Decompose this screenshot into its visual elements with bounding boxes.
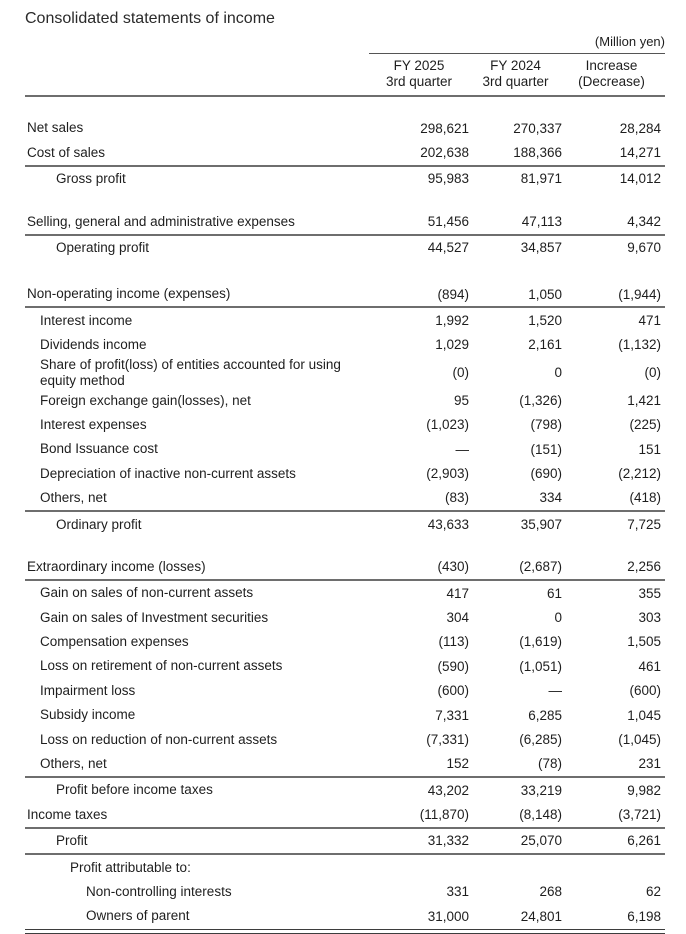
row-value-c2: 33,219 bbox=[520, 782, 562, 798]
row-value-c1: 202,638 bbox=[420, 145, 469, 161]
table-row bbox=[25, 388, 665, 412]
row-value-c1: (600) bbox=[437, 683, 469, 699]
table-row bbox=[25, 282, 665, 308]
row-value-c2: 34,857 bbox=[520, 240, 562, 256]
row-value-c3: 303 bbox=[638, 609, 661, 625]
row-label: Loss on retirement of non-current assets bbox=[40, 658, 283, 674]
table-row bbox=[25, 357, 665, 388]
column-header-line: Increase bbox=[585, 58, 638, 73]
unit-label: (Million yen) bbox=[594, 34, 665, 49]
row-value-c3: (418) bbox=[629, 490, 661, 506]
row-value-c2: 24,801 bbox=[520, 908, 562, 924]
row-value-c2: 334 bbox=[539, 490, 562, 506]
row-value-c3: 1,045 bbox=[627, 707, 661, 723]
row-value-c2: 2,161 bbox=[528, 337, 562, 353]
row-label: Owners of parent bbox=[86, 908, 190, 924]
row-label: Share of profit(loss) of entities accounted for using equity method bbox=[40, 357, 341, 388]
row-label: Cost of sales bbox=[27, 144, 106, 160]
table-row bbox=[25, 333, 665, 357]
row-label: Non-controlling interests bbox=[86, 883, 232, 899]
row-value-c2: 81,971 bbox=[520, 171, 562, 187]
row-value-c3: 14,271 bbox=[619, 145, 661, 161]
row-label: Ordinary profit bbox=[56, 516, 142, 532]
row-value-c2: (690) bbox=[530, 465, 562, 481]
row-value-c3: 1,505 bbox=[627, 634, 661, 650]
table-row bbox=[25, 703, 665, 727]
column-header-line: 3rd quarter bbox=[482, 73, 549, 89]
row-label: Compensation expenses bbox=[40, 634, 189, 650]
row-label: Profit attributable to: bbox=[70, 859, 191, 875]
row-value-c2: 0 bbox=[554, 609, 562, 625]
row-value-c3: (600) bbox=[629, 683, 661, 699]
table-row bbox=[25, 554, 665, 580]
table-row bbox=[25, 802, 665, 828]
row-value-c3: (225) bbox=[629, 417, 661, 433]
row-value-c2: 268 bbox=[539, 884, 562, 900]
row-value-c2: (1,619) bbox=[519, 634, 562, 650]
header-columns bbox=[369, 53, 665, 95]
table-row bbox=[25, 437, 665, 461]
row-label: Profit before income taxes bbox=[56, 782, 213, 798]
row-value-c1: 95 bbox=[453, 392, 469, 408]
row-value-c3: (1,132) bbox=[618, 337, 661, 353]
row-label: Loss on reduction of non-current assets bbox=[40, 731, 278, 747]
row-value-c2: (1,326) bbox=[519, 392, 562, 408]
row-label: Selling, general and administrative expenses bbox=[27, 213, 295, 229]
section-spacer bbox=[25, 536, 665, 554]
page-title: Consolidated statements of income bbox=[25, 10, 275, 27]
row-value-c1: (894) bbox=[437, 286, 469, 302]
row-value-c3: (1,045) bbox=[618, 731, 661, 747]
table-row bbox=[25, 512, 665, 536]
row-value-c2: 25,070 bbox=[520, 833, 562, 849]
row-label: Net sales bbox=[27, 120, 84, 136]
row-value-c3: 2,256 bbox=[627, 559, 661, 575]
column-header-line: 3rd quarter bbox=[385, 73, 453, 89]
table-row bbox=[25, 605, 665, 629]
row-value-c1: (11,870) bbox=[419, 807, 469, 823]
row-value-c2: (78) bbox=[537, 756, 562, 772]
row-value-c3: 1,421 bbox=[627, 392, 661, 408]
table-row bbox=[25, 140, 665, 166]
row-value-c3: (1,944) bbox=[618, 286, 661, 302]
table-header bbox=[25, 53, 665, 95]
row-label: Dividends income bbox=[40, 337, 147, 353]
row-value-c1: 1,992 bbox=[435, 313, 469, 329]
row-value-c1: 95,983 bbox=[427, 171, 469, 187]
row-label: Profit bbox=[56, 833, 88, 849]
row-label: Extraordinary income (losses) bbox=[27, 558, 206, 574]
row-value-c3: 151 bbox=[638, 441, 661, 457]
row-label: Depreciation of inactive non-current assets bbox=[40, 465, 296, 481]
table-row bbox=[25, 167, 665, 191]
row-value-c2: 1,520 bbox=[528, 313, 562, 329]
row-value-c1: 43,202 bbox=[427, 782, 469, 798]
row-value-c3: 461 bbox=[638, 658, 661, 674]
table-row bbox=[25, 752, 665, 778]
row-value-c1: (430) bbox=[437, 559, 469, 575]
row-value-c1: 417 bbox=[446, 585, 469, 601]
column-header-line: (Decrease) bbox=[578, 73, 645, 89]
table-row bbox=[25, 116, 665, 140]
table-row bbox=[25, 654, 665, 678]
row-label: Others, net bbox=[40, 490, 107, 506]
table-row bbox=[25, 778, 665, 802]
row-value-c2: (8,148) bbox=[519, 807, 562, 823]
column-header-fy2024-q3 bbox=[469, 58, 562, 89]
table-row bbox=[25, 209, 665, 235]
row-value-c2: — bbox=[548, 683, 562, 699]
section-spacer bbox=[25, 191, 665, 209]
row-label: Bond Issuance cost bbox=[40, 441, 158, 457]
table-row bbox=[25, 630, 665, 654]
table-row bbox=[25, 236, 665, 260]
row-value-c1: 304 bbox=[446, 609, 469, 625]
table-row bbox=[25, 308, 665, 332]
row-label: Others, net bbox=[40, 756, 107, 772]
table-row bbox=[25, 855, 665, 879]
column-header-line: FY 2024 bbox=[490, 58, 541, 73]
row-value-c3: 355 bbox=[638, 585, 661, 601]
row-value-c1: 51,456 bbox=[427, 213, 469, 229]
section-spacer bbox=[25, 260, 665, 282]
table-row bbox=[25, 678, 665, 702]
table-row bbox=[25, 727, 665, 751]
table-row bbox=[25, 829, 665, 855]
row-value-c2: 1,050 bbox=[528, 286, 562, 302]
row-value-c1: 1,029 bbox=[435, 337, 469, 353]
income-statement-table bbox=[25, 97, 665, 928]
row-label: Interest income bbox=[40, 312, 133, 328]
row-value-c3: 231 bbox=[638, 756, 661, 772]
column-header-fy2025-q3 bbox=[369, 58, 469, 89]
row-label: Gross profit bbox=[56, 171, 126, 187]
table-row bbox=[25, 904, 665, 928]
row-value-c1: (113) bbox=[438, 634, 469, 650]
row-value-c2: (1,051) bbox=[519, 658, 562, 674]
row-value-c3: 6,198 bbox=[627, 908, 661, 924]
row-label: Impairment loss bbox=[40, 682, 136, 698]
row-value-c1: 331 bbox=[446, 884, 469, 900]
row-value-c1: 152 bbox=[446, 756, 469, 772]
row-label: Gain on sales of Investment securities bbox=[40, 609, 269, 625]
header-label-spacer bbox=[25, 53, 369, 95]
row-value-c1: 31,000 bbox=[427, 908, 469, 924]
row-value-c2: 47,113 bbox=[521, 213, 562, 229]
column-header-increase-decrease bbox=[562, 58, 665, 89]
row-value-c3: (3,721) bbox=[618, 807, 661, 823]
row-value-c1: (590) bbox=[437, 658, 469, 674]
row-value-c3: 62 bbox=[645, 884, 661, 900]
column-header-line: FY 2025 bbox=[393, 58, 445, 73]
row-value-c2: 188,366 bbox=[513, 145, 562, 161]
row-value-c2: 6,285 bbox=[528, 707, 562, 723]
row-value-c2: 0 bbox=[554, 365, 562, 381]
row-value-c3: 28,284 bbox=[619, 120, 661, 136]
row-value-c1: 44,527 bbox=[427, 240, 469, 256]
row-label: Interest expenses bbox=[40, 416, 147, 432]
row-value-c2: 61 bbox=[546, 585, 562, 601]
row-value-c1: 43,633 bbox=[427, 516, 469, 532]
row-value-c3: 9,982 bbox=[627, 782, 661, 798]
table-row bbox=[25, 461, 665, 485]
row-value-c3: 4,342 bbox=[627, 213, 661, 229]
row-value-c1: (7,331) bbox=[426, 731, 469, 747]
row-value-c3: 9,670 bbox=[627, 240, 661, 256]
row-label: Operating profit bbox=[56, 240, 150, 255]
row-value-c1: (0) bbox=[452, 365, 469, 381]
row-value-c3: 471 bbox=[638, 313, 661, 329]
row-value-c1: (1,023) bbox=[426, 417, 469, 433]
row-label: Subsidy income bbox=[40, 707, 136, 723]
table-bottom-double-rule bbox=[25, 929, 665, 934]
row-value-c2: (2,687) bbox=[519, 559, 562, 575]
row-value-c3: 6,261 bbox=[627, 833, 661, 849]
row-label: Income taxes bbox=[27, 806, 108, 822]
row-value-c1: 7,331 bbox=[435, 707, 469, 723]
row-label: Gain on sales of non-current assets bbox=[40, 585, 254, 601]
table-row bbox=[25, 486, 665, 512]
row-value-c1: — bbox=[455, 441, 469, 457]
row-value-c2: (798) bbox=[530, 417, 562, 433]
row-value-c2: 35,907 bbox=[520, 516, 562, 532]
row-value-c2: (6,285) bbox=[519, 731, 562, 747]
row-label: Foreign exchange gain(losses), net bbox=[40, 392, 251, 408]
row-value-c3: (2,212) bbox=[618, 465, 661, 481]
row-value-c2: (151) bbox=[530, 441, 562, 457]
table-row bbox=[25, 413, 665, 437]
row-value-c3: (0) bbox=[644, 365, 661, 381]
table-row bbox=[25, 581, 665, 605]
row-value-c2: 270,337 bbox=[513, 120, 562, 136]
row-value-c1: (2,903) bbox=[426, 465, 469, 481]
row-value-c1: (83) bbox=[444, 490, 469, 506]
table-row bbox=[25, 880, 665, 904]
row-value-c3: 7,725 bbox=[627, 516, 661, 532]
row-value-c1: 31,332 bbox=[427, 833, 469, 849]
row-value-c3: 14,012 bbox=[619, 171, 661, 187]
row-label: Non-operating income (expenses) bbox=[27, 286, 231, 302]
row-value-c1: 298,621 bbox=[420, 120, 469, 136]
